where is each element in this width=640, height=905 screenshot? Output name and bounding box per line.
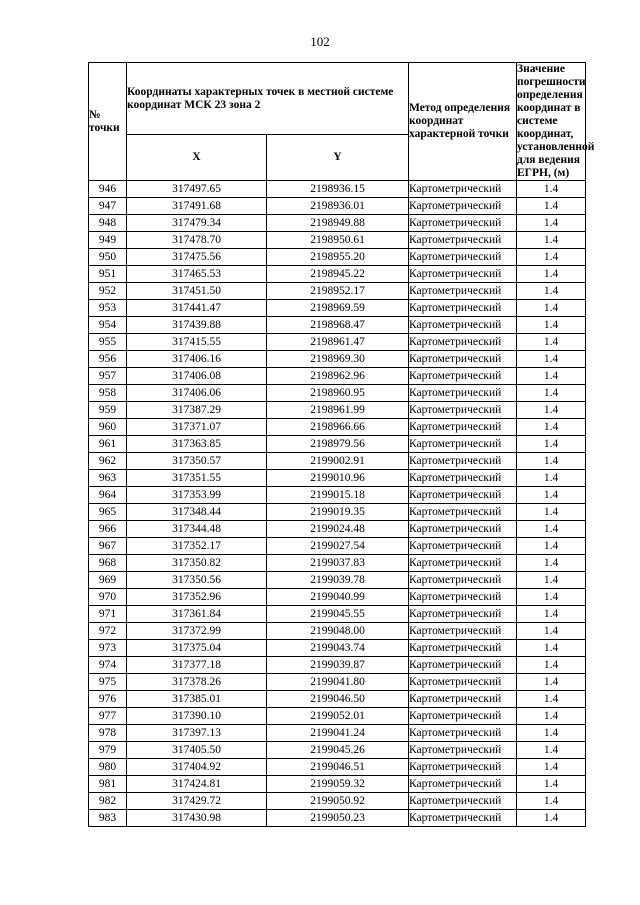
- cell-x: 317406.16: [127, 351, 267, 368]
- table-row: [89, 521, 586, 538]
- cell-point-number: 973: [89, 640, 127, 657]
- table-row: [89, 793, 586, 810]
- cell-y: 2199002.91: [267, 453, 409, 470]
- cell-x: 317479.34: [127, 215, 267, 232]
- cell-y: 2198950.61: [267, 232, 409, 249]
- cell-x: 317415.55: [127, 334, 267, 351]
- table-row: [89, 776, 586, 793]
- cell-y: 2198969.59: [267, 300, 409, 317]
- cell-y: 2199010.96: [267, 470, 409, 487]
- cell-x: 317353.99: [127, 487, 267, 504]
- cell-x: 317441.47: [127, 300, 267, 317]
- cell-x: 317363.85: [127, 436, 267, 453]
- cell-precision: 1.4: [517, 657, 586, 674]
- cell-y: 2199046.51: [267, 759, 409, 776]
- cell-x: 317390.10: [127, 708, 267, 725]
- cell-x: 317361.84: [127, 606, 267, 623]
- header-coordinates-group: Координаты характерных точек в местной системе координат МСК 23 зона 2: [127, 63, 409, 135]
- cell-point-number: 946: [89, 181, 127, 198]
- cell-x: 317351.55: [127, 470, 267, 487]
- table-row: [89, 419, 586, 436]
- table-row: [89, 606, 586, 623]
- cell-method: Картометрический: [409, 810, 517, 827]
- cell-precision: 1.4: [517, 606, 586, 623]
- cell-method: Картометрический: [409, 623, 517, 640]
- table-row: [89, 623, 586, 640]
- cell-method: Картометрический: [409, 385, 517, 402]
- table-row: [89, 708, 586, 725]
- table-row: [89, 691, 586, 708]
- cell-y: 2199040.99: [267, 589, 409, 606]
- header-x: X: [127, 135, 267, 181]
- table-row: [89, 453, 586, 470]
- cell-y: 2198962.96: [267, 368, 409, 385]
- cell-point-number: 958: [89, 385, 127, 402]
- cell-point-number: 948: [89, 215, 127, 232]
- cell-y: 2199037.83: [267, 555, 409, 572]
- cell-point-number: 954: [89, 317, 127, 334]
- cell-x: 317378.26: [127, 674, 267, 691]
- cell-method: Картометрический: [409, 708, 517, 725]
- table-row: [89, 470, 586, 487]
- cell-x: 317404.92: [127, 759, 267, 776]
- cell-point-number: 967: [89, 538, 127, 555]
- cell-precision: 1.4: [517, 181, 586, 198]
- cell-point-number: 971: [89, 606, 127, 623]
- cell-method: Картометрический: [409, 215, 517, 232]
- cell-x: 317451.50: [127, 283, 267, 300]
- cell-precision: 1.4: [517, 487, 586, 504]
- cell-x: 317439.88: [127, 317, 267, 334]
- cell-y: 2199045.55: [267, 606, 409, 623]
- table-row: [89, 589, 586, 606]
- table-row: [89, 674, 586, 691]
- cell-precision: 1.4: [517, 521, 586, 538]
- cell-x: 317352.17: [127, 538, 267, 555]
- cell-point-number: 969: [89, 572, 127, 589]
- cell-point-number: 953: [89, 300, 127, 317]
- cell-precision: 1.4: [517, 623, 586, 640]
- cell-point-number: 962: [89, 453, 127, 470]
- table-row: [89, 436, 586, 453]
- cell-y: 2198949.88: [267, 215, 409, 232]
- cell-point-number: 974: [89, 657, 127, 674]
- cell-precision: 1.4: [517, 334, 586, 351]
- table-row: [89, 810, 586, 827]
- cell-x: 317465.53: [127, 266, 267, 283]
- cell-y: 2199041.80: [267, 674, 409, 691]
- cell-y: 2199039.87: [267, 657, 409, 674]
- cell-y: 2198945.22: [267, 266, 409, 283]
- cell-method: Картометрический: [409, 657, 517, 674]
- cell-point-number: 980: [89, 759, 127, 776]
- cell-y: 2199043.74: [267, 640, 409, 657]
- cell-x: 317385.01: [127, 691, 267, 708]
- table-row: [89, 759, 586, 776]
- cell-precision: 1.4: [517, 555, 586, 572]
- cell-y: 2199048.00: [267, 623, 409, 640]
- cell-x: 317352.96: [127, 589, 267, 606]
- cell-x: 317348.44: [127, 504, 267, 521]
- cell-x: 317478.70: [127, 232, 267, 249]
- cell-x: 317406.08: [127, 368, 267, 385]
- cell-y: 2199024.48: [267, 521, 409, 538]
- table-row: [89, 572, 586, 589]
- cell-precision: 1.4: [517, 504, 586, 521]
- table-row: [89, 402, 586, 419]
- table-row: [89, 249, 586, 266]
- cell-method: Картометрический: [409, 249, 517, 266]
- cell-method: Картометрический: [409, 283, 517, 300]
- cell-point-number: 979: [89, 742, 127, 759]
- cell-point-number: 963: [89, 470, 127, 487]
- cell-point-number: 957: [89, 368, 127, 385]
- cell-method: Картометрический: [409, 776, 517, 793]
- cell-precision: 1.4: [517, 198, 586, 215]
- cell-precision: 1.4: [517, 742, 586, 759]
- cell-point-number: 976: [89, 691, 127, 708]
- cell-y: 2199041.24: [267, 725, 409, 742]
- cell-x: 317497.65: [127, 181, 267, 198]
- cell-precision: 1.4: [517, 385, 586, 402]
- cell-precision: 1.4: [517, 215, 586, 232]
- table-row: [89, 351, 586, 368]
- cell-method: Картометрический: [409, 351, 517, 368]
- table-row: [89, 283, 586, 300]
- cell-method: Картометрический: [409, 198, 517, 215]
- cell-method: Картометрический: [409, 232, 517, 249]
- cell-point-number: 949: [89, 232, 127, 249]
- cell-method: Картометрический: [409, 691, 517, 708]
- cell-point-number: 982: [89, 793, 127, 810]
- table-row: [89, 725, 586, 742]
- cell-x: 317371.07: [127, 419, 267, 436]
- cell-x: 317350.82: [127, 555, 267, 572]
- cell-method: Картометрический: [409, 555, 517, 572]
- cell-point-number: 956: [89, 351, 127, 368]
- cell-x: 317491.68: [127, 198, 267, 215]
- cell-y: 2199027.54: [267, 538, 409, 555]
- cell-precision: 1.4: [517, 368, 586, 385]
- table-row: [89, 317, 586, 334]
- table-row: [89, 385, 586, 402]
- cell-point-number: 968: [89, 555, 127, 572]
- cell-precision: 1.4: [517, 572, 586, 589]
- table-row: [89, 538, 586, 555]
- cell-point-number: 977: [89, 708, 127, 725]
- cell-point-number: 951: [89, 266, 127, 283]
- cell-precision: 1.4: [517, 759, 586, 776]
- cell-y: 2199059.32: [267, 776, 409, 793]
- cell-y: 2199015.18: [267, 487, 409, 504]
- cell-x: 317350.56: [127, 572, 267, 589]
- cell-precision: 1.4: [517, 674, 586, 691]
- cell-x: 317406.06: [127, 385, 267, 402]
- cell-point-number: 975: [89, 674, 127, 691]
- cell-y: 2198936.01: [267, 198, 409, 215]
- cell-x: 317430.98: [127, 810, 267, 827]
- cell-y: 2198966.66: [267, 419, 409, 436]
- cell-y: 2198968.47: [267, 317, 409, 334]
- cell-method: Картометрический: [409, 487, 517, 504]
- cell-precision: 1.4: [517, 317, 586, 334]
- cell-method: Картометрический: [409, 572, 517, 589]
- cell-method: Картометрический: [409, 640, 517, 657]
- table-row: [89, 368, 586, 385]
- cell-point-number: 983: [89, 810, 127, 827]
- table-row: [89, 232, 586, 249]
- cell-point-number: 950: [89, 249, 127, 266]
- cell-method: Картометрический: [409, 436, 517, 453]
- table-row: [89, 504, 586, 521]
- cell-x: 317344.48: [127, 521, 267, 538]
- cell-point-number: 952: [89, 283, 127, 300]
- cell-method: Картометрический: [409, 606, 517, 623]
- cell-method: Картометрический: [409, 317, 517, 334]
- cell-point-number: 960: [89, 419, 127, 436]
- cell-x: 317387.29: [127, 402, 267, 419]
- cell-method: Картометрический: [409, 742, 517, 759]
- cell-precision: 1.4: [517, 266, 586, 283]
- cell-y: 2199050.92: [267, 793, 409, 810]
- cell-precision: 1.4: [517, 249, 586, 266]
- cell-method: Картометрический: [409, 266, 517, 283]
- cell-x: 317377.18: [127, 657, 267, 674]
- cell-method: Картометрический: [409, 538, 517, 555]
- cell-x: 317429.72: [127, 793, 267, 810]
- cell-precision: 1.4: [517, 232, 586, 249]
- cell-x: 317405.50: [127, 742, 267, 759]
- table-row: [89, 198, 586, 215]
- cell-y: 2198969.30: [267, 351, 409, 368]
- cell-method: Картометрический: [409, 181, 517, 198]
- cell-precision: 1.4: [517, 810, 586, 827]
- cell-point-number: 965: [89, 504, 127, 521]
- cell-method: Картометрический: [409, 725, 517, 742]
- cell-method: Картометрический: [409, 504, 517, 521]
- cell-y: 2199019.35: [267, 504, 409, 521]
- cell-precision: 1.4: [517, 793, 586, 810]
- cell-precision: 1.4: [517, 725, 586, 742]
- cell-x: 317350.57: [127, 453, 267, 470]
- cell-method: Картометрический: [409, 368, 517, 385]
- cell-x: 317424.81: [127, 776, 267, 793]
- cell-method: Картометрический: [409, 521, 517, 538]
- cell-y: 2198960.95: [267, 385, 409, 402]
- cell-point-number: 972: [89, 623, 127, 640]
- cell-precision: 1.4: [517, 470, 586, 487]
- cell-precision: 1.4: [517, 708, 586, 725]
- cell-y: 2198952.17: [267, 283, 409, 300]
- cell-point-number: 978: [89, 725, 127, 742]
- table-row: [89, 215, 586, 232]
- cell-y: 2198936.15: [267, 181, 409, 198]
- coordinates-table: [88, 62, 595, 827]
- table-row: [89, 300, 586, 317]
- cell-method: Картометрический: [409, 674, 517, 691]
- table-row: [89, 555, 586, 572]
- cell-precision: 1.4: [517, 538, 586, 555]
- cell-precision: 1.4: [517, 402, 586, 419]
- cell-y: 2198961.99: [267, 402, 409, 419]
- cell-method: Картометрический: [409, 402, 517, 419]
- cell-precision: 1.4: [517, 691, 586, 708]
- cell-x: 317397.13: [127, 725, 267, 742]
- header-method: Метод определения координат характерной точки: [409, 63, 517, 181]
- cell-method: Картометрический: [409, 334, 517, 351]
- cell-precision: 1.4: [517, 300, 586, 317]
- table-row: [89, 266, 586, 283]
- table-row: [89, 181, 586, 198]
- cell-precision: 1.4: [517, 453, 586, 470]
- cell-y: 2198979.56: [267, 436, 409, 453]
- page-number: 102: [310, 34, 330, 49]
- cell-y: 2199045.26: [267, 742, 409, 759]
- cell-method: Картометрический: [409, 793, 517, 810]
- cell-precision: 1.4: [517, 589, 586, 606]
- cell-x: 317475.56: [127, 249, 267, 266]
- table-row: [89, 487, 586, 504]
- cell-y: 2198961.47: [267, 334, 409, 351]
- cell-y: 2199046.50: [267, 691, 409, 708]
- table-body: [89, 181, 586, 827]
- cell-precision: 1.4: [517, 436, 586, 453]
- header-point-number: № точки: [89, 63, 127, 181]
- cell-precision: 1.4: [517, 776, 586, 793]
- cell-point-number: 955: [89, 334, 127, 351]
- cell-point-number: 966: [89, 521, 127, 538]
- table-row: [89, 334, 586, 351]
- cell-method: Картометрический: [409, 419, 517, 436]
- table-header: [89, 63, 595, 181]
- cell-point-number: 981: [89, 776, 127, 793]
- cell-method: Картометрический: [409, 470, 517, 487]
- cell-x: 317375.04: [127, 640, 267, 657]
- cell-precision: 1.4: [517, 351, 586, 368]
- header-precision: Значение погрешности определения координат в системе координат, установленной для ведения ЕГРН, (м): [517, 63, 595, 179]
- table-row: [89, 640, 586, 657]
- cell-point-number: 959: [89, 402, 127, 419]
- cell-y: 2199052.01: [267, 708, 409, 725]
- cell-method: Картометрический: [409, 453, 517, 470]
- cell-precision: 1.4: [517, 283, 586, 300]
- cell-precision: 1.4: [517, 419, 586, 436]
- cell-precision: 1.4: [517, 640, 586, 657]
- cell-y: 2199039.78: [267, 572, 409, 589]
- cell-y: 2199050.23: [267, 810, 409, 827]
- cell-method: Картометрический: [409, 759, 517, 776]
- table-row: [89, 657, 586, 674]
- cell-point-number: 961: [89, 436, 127, 453]
- cell-method: Картометрический: [409, 300, 517, 317]
- cell-point-number: 970: [89, 589, 127, 606]
- cell-x: 317372.99: [127, 623, 267, 640]
- table-row: [89, 742, 586, 759]
- cell-point-number: 947: [89, 198, 127, 215]
- cell-method: Картометрический: [409, 589, 517, 606]
- cell-point-number: 964: [89, 487, 127, 504]
- header-y: Y: [267, 135, 409, 181]
- cell-y: 2198955.20: [267, 249, 409, 266]
